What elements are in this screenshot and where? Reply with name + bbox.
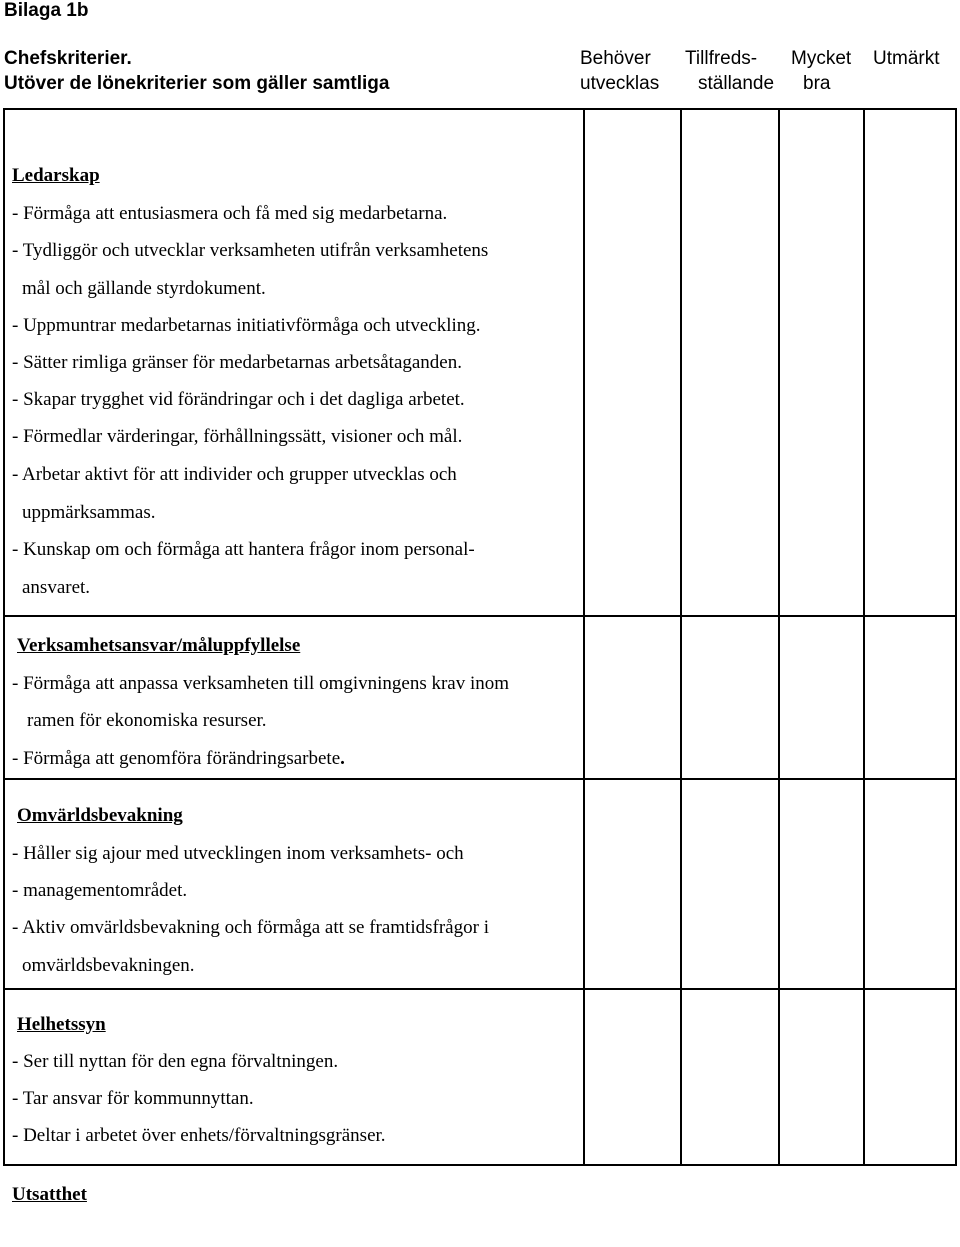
row-divider-2 — [3, 778, 957, 780]
row-divider-3 — [3, 988, 957, 990]
row-divider-1 — [3, 615, 957, 617]
page-label: Bilaga 1b — [4, 0, 89, 21]
criterion-line: mål och gällande styrdokument. — [22, 278, 266, 299]
column-header-tillfreds: Tillfreds- — [685, 48, 758, 69]
criterion-line: - Arbetar aktivt för att individer och grupper utvecklas och — [12, 464, 457, 485]
table-top-border — [3, 108, 957, 110]
criterion-line: - Förmåga att anpassa verksamheten till omgivningens krav inom — [12, 673, 510, 694]
document-subtitle: Utöver de lönekriterier som gäller samtliga — [4, 73, 390, 94]
column-header-utmarkt: Utmärkt — [873, 48, 940, 69]
column-header-mycket-line2: bra — [803, 73, 831, 94]
criterion-line: - Förmåga att entusiasmera och få med sig medarbetarna. — [12, 203, 448, 224]
criterion-line: - managementområdet. — [12, 880, 188, 901]
column-header-mycket: Mycket — [791, 48, 852, 69]
criterion-line: uppmärksammas. — [22, 502, 156, 523]
column-header-behover-line2: utvecklas — [580, 73, 660, 94]
table-bottom-border — [3, 1164, 957, 1166]
criterion-line: - Kunskap om och förmåga att hantera frågor inom personal- — [12, 539, 475, 560]
column-header-behover: Behöver — [580, 48, 651, 69]
criterion-line: ramen för ekonomiska resurser. — [27, 710, 267, 731]
criterion-end-dot: . — [340, 748, 345, 769]
column-divider-2 — [680, 108, 682, 1166]
section-heading-verksamhetsansvar: Verksamhetsansvar/måluppfyllelse — [17, 635, 301, 656]
criterion-line: - Tydliggör och utvecklar verksamheten utifrån verksamhetens — [12, 240, 489, 261]
criterion-line: - Håller sig ajour med utvecklingen inom verksamhets- och — [12, 843, 464, 864]
column-divider-1 — [583, 108, 585, 1166]
criterion-line: - Tar ansvar för kommunnyttan. — [12, 1088, 254, 1109]
criterion-text: - Förmåga att genomföra förändringsarbete — [12, 748, 341, 769]
criterion-line: ansvaret. — [22, 577, 91, 598]
column-divider-4 — [863, 108, 865, 1166]
criterion-line: - Aktiv omvärldsbevakning och förmåga att se framtidsfrågor i — [12, 917, 489, 938]
criterion-line: - Förmedlar värderingar, förhållningssätt, visioner och mål. — [12, 426, 463, 447]
criterion-line: - Sätter rimliga gränser för medarbetarnas arbetsåtaganden. — [12, 352, 462, 373]
criterion-line: - Ser till nyttan för den egna förvaltningen. — [12, 1051, 339, 1072]
criterion-line: omvärldsbevakningen. — [22, 955, 195, 976]
criterion-line: - Deltar i arbetet över enhets/förvaltningsgränser. — [12, 1125, 386, 1146]
section-heading-helhetssyn: Helhetssyn — [17, 1014, 106, 1035]
document-title: Chefskriterier. — [4, 48, 132, 69]
criterion-line: - Uppmuntrar medarbetarnas initiativförmåga och utveckling. — [12, 315, 481, 336]
section-heading-ledarskap: Ledarskap — [12, 165, 100, 186]
criterion-line — [12, 748, 345, 770]
section-heading-omvarldsbevakning: Omvärldsbevakning — [17, 805, 183, 826]
column-divider-3 — [778, 108, 780, 1166]
criterion-line: - Skapar trygghet vid förändringar och i det dagliga arbetet. — [12, 389, 465, 410]
table-right-border — [955, 108, 957, 1166]
column-header-tillfreds-line2: ställande — [698, 73, 775, 94]
table-left-border — [3, 108, 5, 1166]
section-heading-utsatthet: Utsatthet — [12, 1184, 87, 1205]
